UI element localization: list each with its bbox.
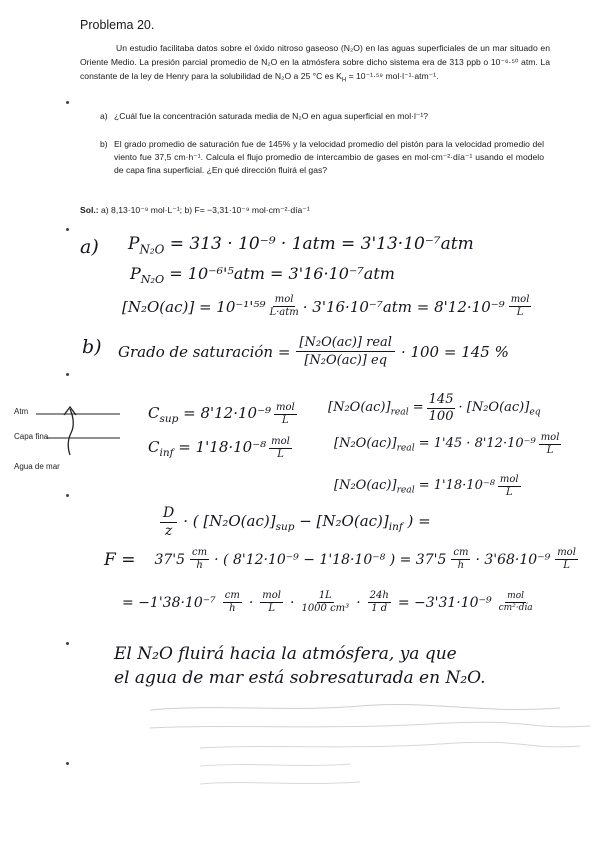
hw-c-symbol: C	[148, 438, 160, 456]
bleed-through-stroke	[200, 782, 360, 784]
page-dot	[66, 642, 69, 645]
hw-frac-den: L	[505, 487, 513, 498]
hw-unit-fraction	[223, 590, 242, 615]
hw-c-inf-value: = 1'18·10⁻⁸	[173, 438, 267, 456]
hw-frac-den: cm²·día	[498, 603, 533, 613]
hw-a-label: a)	[80, 236, 99, 258]
hw-unit-fraction	[509, 294, 532, 319]
hw-unit-fraction	[269, 294, 298, 319]
bleed-through-stroke	[150, 704, 560, 710]
question-a	[100, 110, 550, 123]
hw-a-line3-lhs: [N₂O(ac)] = 10⁻¹'⁵⁹	[122, 297, 266, 316]
hw-frac-den: 1 d	[371, 603, 388, 614]
hw-frac-num: mol	[507, 591, 525, 601]
hw-real-1	[328, 392, 541, 425]
page-dot	[66, 494, 69, 497]
hw-frac-num: 145	[428, 392, 454, 407]
hw-conc-sub: real	[396, 485, 415, 496]
hw-conc-symbol: [N₂O(ac)]	[328, 399, 391, 415]
hw-real-3-value: = 1'18·10⁻⁸	[414, 477, 495, 493]
hw-c-symbol: C	[148, 404, 160, 422]
statement-tail: = 10⁻¹·⁵⁹ mol·l⁻¹·atm⁻¹.	[346, 71, 439, 81]
hw-unit-fraction	[274, 402, 297, 427]
hw-frac-num: mol	[276, 402, 295, 413]
hw-flux-result: = −3'31·10⁻⁹	[397, 594, 492, 611]
hw-flux-term: ) =	[402, 512, 431, 530]
flux-arrow	[68, 409, 73, 455]
bleed-through-stroke	[200, 764, 350, 766]
hw-flux-line-1	[104, 547, 578, 572]
question-a-label: a)	[100, 111, 108, 121]
hw-frac-den: L	[277, 449, 284, 460]
hw-frac-num: mol	[510, 294, 530, 305]
hw-flux-value: = −1'38·10⁻⁷	[122, 594, 216, 611]
hw-frac-num: D	[160, 505, 177, 523]
hw-unit-fraction	[269, 436, 292, 461]
statement-text: Un estudio facilitaba datos sobre el óxido nitroso gaseoso (N₂O) en las aguas superficiales de un mar situado en Oriente Medio. La presión parcial promedio de N₂O en la atmósfera sobre dicho sistema era de 313 ppb o 10⁻⁶·⁵⁰ atm. La constante de la ley de Henry para la solubilidad de N₂O a 25 °C es K	[80, 43, 550, 81]
bleed-through-marks	[0, 690, 601, 800]
bleed-through-stroke	[200, 742, 580, 748]
hw-unit-fraction	[190, 547, 209, 572]
solution-label: Sol.:	[80, 205, 99, 215]
hw-conc-sub: real	[390, 407, 409, 418]
kh-subscript: H	[341, 77, 347, 84]
hw-d-over-z	[160, 505, 177, 540]
hw-conc-sub: real	[396, 443, 415, 454]
hw-frac-num: mol	[262, 590, 281, 601]
hw-velocity: 37'5	[154, 551, 186, 568]
hw-a-line3-rhs: · 3'16·10⁻⁷atm = 8'12·10⁻⁹	[302, 297, 505, 316]
page-dot	[66, 228, 69, 231]
hw-frac-den: z	[164, 523, 173, 539]
hw-frac-num: mol	[540, 432, 560, 443]
hw-unit-fraction	[539, 432, 562, 457]
hw-saturation-fraction	[296, 334, 395, 369]
hw-frac-num: [N₂O(ac)] real	[296, 334, 395, 352]
hw-unit-fraction	[260, 590, 283, 615]
hw-frac-num: 1L	[318, 590, 332, 601]
hw-conc-sub: sup	[275, 521, 295, 533]
hw-frac-den: h	[457, 560, 465, 571]
hw-real-2	[334, 432, 561, 457]
hw-unit-fraction	[451, 547, 470, 572]
problem-statement	[80, 41, 550, 88]
hw-dot: ·	[248, 594, 254, 611]
question-b	[100, 138, 550, 177]
diagram-label-atm: Atm	[14, 407, 29, 416]
hw-equals: =	[408, 399, 424, 415]
hw-frac-den: L·atm	[269, 307, 299, 318]
hw-unit-fraction	[301, 590, 349, 615]
hw-unit-fraction	[499, 591, 533, 614]
question-b-text: El grado promedio de saturación fue de 145% y la velocidad promedio del pistón para la velocidad promedio del viento fue 37,5 cm·h⁻¹. Calcula el flujo promedio de intercambio de gases en mol·cm⁻²·día⁻¹ usando el modelo de capa fina superficial. ¿En qué dirección fluirá el gas?	[114, 139, 544, 175]
hw-conclusion-line-2: el agua de mar está sobresaturada en N₂O.	[114, 668, 486, 688]
hw-conc-sub: inf	[388, 521, 403, 533]
hw-dot: ·	[290, 594, 295, 611]
hw-p-sub: N₂O	[140, 273, 165, 287]
hw-p-symbol: P	[128, 234, 140, 254]
hw-b-line1-lhs: Grado de saturación =	[118, 342, 291, 361]
hw-c-sub: sup	[159, 413, 179, 425]
hw-frac-num: cm	[192, 547, 208, 558]
hw-c-sub: inf	[159, 447, 174, 459]
hw-frac-den: [N₂O(ac)] eq	[304, 353, 388, 368]
hw-c-sup	[148, 402, 297, 427]
diagram-label-capa: Capa fina	[14, 432, 49, 441]
hw-flux-definition	[160, 505, 431, 540]
hw-conc-symbol: · [N₂O(ac)]	[458, 399, 530, 415]
hw-flux-term: · ( [N₂O(ac)]	[183, 512, 276, 530]
hw-frac-den: h	[196, 560, 203, 571]
hw-a-line2	[130, 264, 395, 286]
hw-unit-fraction	[368, 590, 391, 615]
hw-a-line1-text: = 313 · 10⁻⁹ · 1atm = 3'13·10⁻⁷atm	[164, 234, 474, 254]
solution-text: a) 8,13·10⁻⁹ mol·L⁻¹; b) F= −3,31·10⁻⁹ mol·cm⁻²·día⁻¹	[98, 205, 310, 215]
hw-frac-den: L	[563, 560, 570, 571]
hw-flux-mid: · ( 8'12·10⁻⁹ − 1'18·10⁻⁸ ) = 37'5	[214, 551, 447, 568]
hw-conc-symbol: [N₂O(ac)]	[334, 477, 397, 493]
problem-title: Problema 20.	[80, 18, 155, 32]
hw-p-sub: N₂O	[139, 242, 165, 257]
hw-frac-den: L	[282, 415, 289, 426]
hw-p-symbol: P	[130, 264, 141, 283]
hw-conc-sub: eq	[529, 407, 541, 418]
hw-conclusion-line-1: El N₂O fluirá hacia la atmósfera, ya que	[114, 644, 457, 664]
bleed-through-stroke	[150, 722, 590, 728]
hw-flux-term: − [N₂O(ac)]	[294, 512, 389, 530]
hw-real-2-value: = 1'45 · 8'12·10⁻⁹	[414, 435, 536, 451]
hw-conc-symbol: [N₂O(ac)]	[334, 435, 397, 451]
hw-frac-num: mol	[271, 436, 290, 447]
hw-c-inf	[148, 436, 292, 461]
hw-b-label: b)	[82, 336, 102, 358]
hw-ratio-fraction	[427, 392, 456, 425]
hw-frac-den: h	[229, 603, 236, 614]
hw-f-lhs: F =	[104, 549, 136, 570]
hw-a-line1	[128, 234, 474, 256]
solution-line	[80, 205, 310, 216]
hw-b-line1	[118, 334, 509, 369]
hw-dot: ·	[356, 594, 361, 611]
hw-flux-line-2	[122, 590, 533, 615]
hw-real-3	[334, 474, 521, 499]
hw-frac-den: L	[516, 307, 524, 318]
hw-frac-num: cm	[224, 590, 240, 601]
hw-frac-num: mol	[557, 547, 576, 558]
hw-unit-fraction	[498, 474, 521, 499]
hw-frac-num: cm	[453, 547, 469, 558]
hw-a-line3	[122, 294, 531, 319]
hw-a-line2-text: = 10⁻⁶'⁵atm = 3'16·10⁻⁷atm	[164, 264, 395, 283]
hw-frac-den: L	[268, 603, 275, 614]
hw-frac-den: 100	[428, 409, 454, 424]
page-dot	[66, 101, 69, 104]
hw-b-line1-rhs: · 100 = 145 %	[400, 342, 509, 361]
diagram-label-agua: Agua de mar	[14, 462, 60, 471]
hw-c-sup-value: = 8'12·10⁻⁹	[178, 404, 272, 422]
hw-frac-num: mol	[499, 474, 519, 485]
hw-frac-den: 1000 cm³	[301, 603, 350, 614]
hw-unit-fraction	[555, 547, 578, 572]
page-dot	[66, 373, 69, 376]
hw-frac-num: 24h	[369, 590, 389, 601]
hw-frac-num: mol	[274, 294, 294, 305]
question-a-text: ¿Cuál fue la concentración saturada media de N₂O en agua superficial en mol·l⁻¹?	[114, 111, 429, 121]
hw-flux-end: · 3'68·10⁻⁹	[475, 551, 551, 568]
hw-frac-den: L	[546, 445, 554, 456]
question-b-label: b)	[100, 139, 108, 149]
